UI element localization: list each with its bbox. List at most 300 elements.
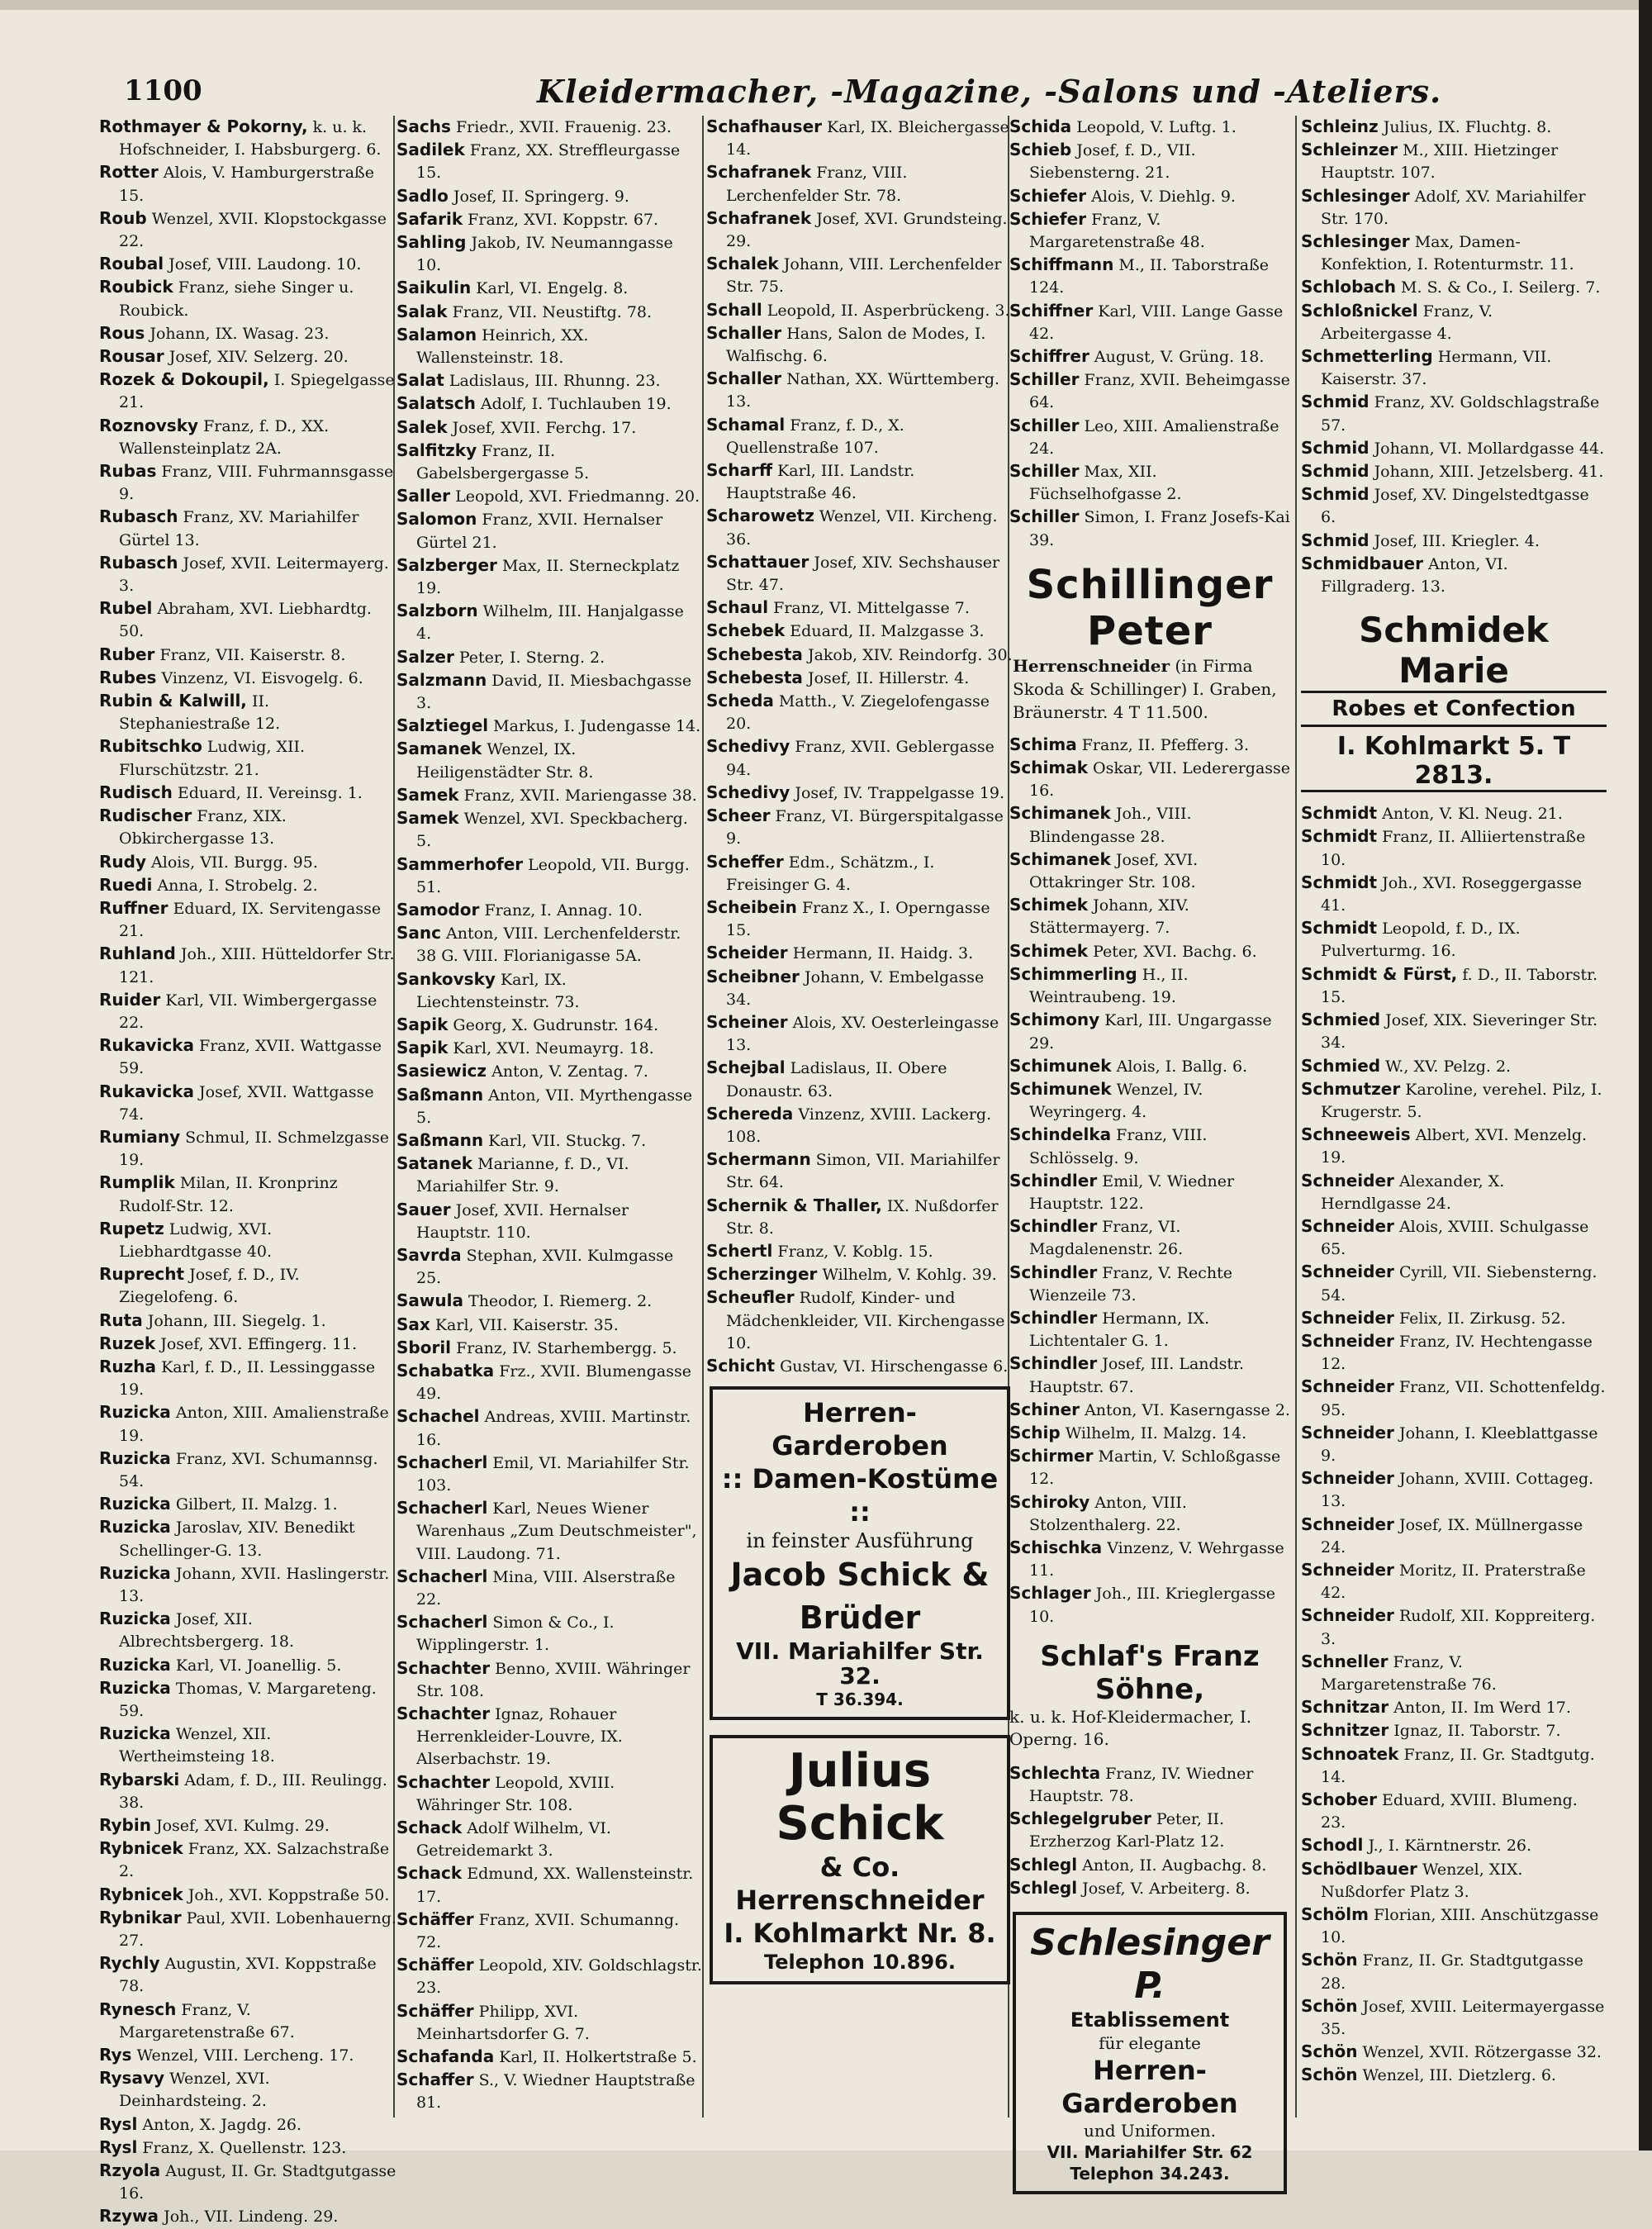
entry-name: Sax: [396, 1314, 430, 1334]
entry-name: Salztiegel: [396, 715, 489, 736]
directory-entry: [706, 1148, 1014, 1194]
entry-name: Saßmann: [396, 1084, 484, 1105]
entry-details: Wenzel, XVI. Deinhardsteing. 2.: [119, 2070, 270, 2111]
entry-name: Schachel: [396, 1406, 480, 1427]
entry-name: Schäffer: [396, 2000, 474, 2021]
entry-details: Ludwig, XVI. Liebhardtgasse 40.: [119, 1219, 273, 1261]
directory-entry: [99, 1837, 396, 1883]
entry-name: Rys: [99, 2045, 132, 2065]
entry-details: Gustav, VI. Hirschengasse 6.: [780, 1357, 1009, 1376]
entry-name: Schmutzer: [1301, 1078, 1401, 1099]
directory-entry: [396, 922, 702, 967]
entry-name: Schedivy: [706, 736, 790, 757]
entry-name: Schneider: [1301, 1262, 1394, 1282]
directory-entry: [396, 1060, 702, 1083]
directory-entry: [396, 784, 702, 807]
directory-entry: [99, 2160, 396, 2205]
entry-details: Franz, XVI. Schumannsg. 54.: [119, 1449, 378, 1490]
entry-name: Salzmann: [396, 669, 487, 690]
directory-entry: [1009, 1537, 1290, 1582]
entry-name: Sawula: [396, 1290, 463, 1311]
entry-details: August, II. Gr. Stadtgutgasse 16.: [119, 2162, 396, 2203]
entry-name: Schafanda: [396, 2046, 495, 2067]
directory-entry: [99, 1654, 396, 1677]
advertisement-schmidek: [1301, 610, 1607, 792]
entry-details: Josef, III. Kriegler. 4.: [1374, 531, 1540, 550]
directory-entry: [99, 552, 396, 597]
entry-name: Schiller: [1009, 369, 1080, 390]
running-title: Kleidermacher, -Magazine, -Salons und -Ateliers.: [537, 73, 1442, 110]
directory-entry: [99, 735, 396, 781]
directory-entry: [99, 460, 396, 506]
directory-entry: [1301, 1124, 1607, 1169]
directory-entry: [706, 896, 1014, 942]
entry-name: Safarik: [396, 208, 463, 229]
entry-name: Rumiany: [99, 1126, 181, 1147]
entry-details: Anton, VI. Fillgraderg. 13.: [1321, 554, 1508, 596]
entry-name: Saikulin: [396, 278, 472, 298]
directory-entry: [1301, 437, 1607, 460]
entry-details: Anton, VIII. Stolzenthalerg. 22.: [1029, 1493, 1187, 1534]
entry-name: Schachter: [396, 1771, 491, 1792]
page-top-edge: [0, 0, 1652, 10]
directory-entry: [1009, 1491, 1290, 1537]
directory-entry: [1301, 2041, 1607, 2064]
entry-details: Josef, XIX. Sieveringer Str. 34.: [1321, 1011, 1598, 1053]
entry-details: Vinzenz, VI. Eisvogelg. 6.: [161, 668, 363, 687]
entry-list: [99, 116, 396, 2229]
directory-entry: [99, 1356, 396, 1401]
entry-details: Franz, IV. Hechtengasse 12.: [1321, 1332, 1593, 1374]
entry-details: Franz, XV. Mariahilfer Gürtel 13.: [119, 508, 359, 549]
entry-name: Rumplik: [99, 1172, 175, 1193]
entry-name: Schafranek: [706, 207, 812, 228]
directory-entry: [1009, 1307, 1290, 1352]
ad-address: VII. Mariahilfer Str. 62: [1047, 2142, 1253, 2162]
entry-details: Franz, V. Margaretenstraße 76.: [1321, 1652, 1497, 1694]
directory-entry: [1301, 872, 1607, 917]
entry-name: Schäffer: [396, 1908, 474, 1929]
entry-details: Franz, X. Quellenstr. 123.: [142, 2138, 347, 2157]
entry-name: Schmetterling: [1301, 346, 1433, 367]
directory-entry: [1009, 415, 1290, 460]
directory-entry: [1301, 345, 1607, 391]
directory-entry: [1009, 1170, 1290, 1215]
entry-details: S., V. Wiedner Hauptstraße 81.: [416, 2071, 695, 2113]
directory-entry: [1301, 1009, 1607, 1054]
entry-name: Rudisch: [99, 782, 173, 802]
directory-entry: [99, 2044, 396, 2067]
entry-name: Schack: [396, 1863, 463, 1884]
entry-details: Wenzel, XIX. Nußdorfer Platz 3.: [1321, 1860, 1523, 1901]
entry-name: Scheufler: [706, 1287, 795, 1308]
directory-entry: [1009, 1854, 1290, 1877]
directory-entry: [99, 1814, 396, 1837]
directory-entry: [706, 253, 1014, 298]
entry-details: Franz, siehe Singer u. Roubick.: [119, 278, 354, 320]
entry-name: Schafranek: [706, 162, 812, 183]
entry-details: Wenzel, XVII. Klopstockgasse 22.: [119, 209, 387, 251]
entry-name: Rozek & Dokoupil,: [99, 369, 269, 390]
directory-entry: [1301, 116, 1607, 139]
entry-name: Schimak: [1009, 758, 1088, 778]
directory-entry: [99, 851, 396, 874]
entry-details: Wenzel, IV. Weyringerg. 4.: [1029, 1080, 1203, 1122]
directory-entry: [396, 416, 702, 440]
entry-name: Samek: [396, 808, 459, 829]
entry-details: Franz, XVII. Geblergasse 94.: [726, 738, 995, 779]
ad-address: VII. Mariahilfer Str. 32.: [736, 1637, 984, 1690]
entry-name: Rubasch: [99, 506, 178, 527]
entry-details: Josef, VIII. Laudong. 10.: [169, 255, 362, 274]
entry-details: Franz, f. D., X. Quellenstraße 107.: [726, 416, 904, 457]
entry-details: Josef, XVIII. Leitermayergasse 35.: [1321, 1997, 1605, 2039]
entry-name: Rybin: [99, 1815, 151, 1836]
directory-entry: [396, 1129, 702, 1153]
directory-entry: [396, 1452, 702, 1497]
directory-entry: [99, 1516, 396, 1561]
entry-details: Karl, IX. Liechtensteinstr. 73.: [416, 970, 580, 1011]
entry-name: Rubas: [99, 461, 157, 482]
directory-entry: [1301, 1903, 1607, 1949]
directory-entry: [99, 897, 396, 943]
directory-entry: [1301, 185, 1607, 231]
entry-name: Ruider: [99, 989, 161, 1010]
entry-name: Schneller: [1301, 1651, 1389, 1671]
directory-entry: [706, 1103, 1014, 1148]
ad-telephone: Telephon 10.896.: [764, 1951, 956, 1975]
entry-list: [1009, 734, 1290, 1628]
entry-details: Franz, VI. Magdalenenstr. 26.: [1029, 1218, 1184, 1259]
entry-details: IX. Nußdorfer Str. 8.: [726, 1196, 999, 1238]
entry-details: Nathan, XX. Württemberg. 13.: [726, 370, 1000, 411]
directory-entry: [396, 1360, 702, 1405]
entry-name: Schmidt: [1301, 803, 1378, 824]
entry-details: Karl, f. D., II. Lessinggasse 19.: [119, 1357, 376, 1400]
ad-address: I. Kohlmarkt 5. T 2813.: [1301, 727, 1607, 792]
entry-name: Samodor: [396, 899, 480, 920]
entry-details: Johann, IX. Wasag. 23.: [150, 324, 330, 343]
entry-details: Adam, f. D., III. Reulingg. 38.: [119, 1770, 387, 1812]
entry-name: Schlegelgruber: [1009, 1808, 1151, 1829]
entry-name: Schölm: [1301, 1904, 1369, 1925]
entry-name: Salomon: [396, 509, 477, 530]
entry-name: Schneider: [1301, 1330, 1394, 1351]
entry-details: Simon & Co., I. Wipplingerstr. 1.: [416, 1614, 615, 1655]
entry-details: Franz, XV. Goldschlagstraße 57.: [1321, 393, 1600, 435]
entry-name: Schejbal: [706, 1057, 786, 1078]
entry-list: [1301, 116, 1607, 598]
page-right-edge: [1639, 0, 1652, 2151]
entry-name: Ruffner: [99, 897, 169, 918]
entry-details: H., II. Weintraubeng. 19.: [1029, 965, 1189, 1007]
directory-entry: [99, 1608, 396, 1653]
entry-details: Wenzel, XVI. Speckbacherg. 5.: [416, 810, 688, 851]
directory-entry: [706, 644, 1014, 667]
entry-name: Scheibner: [706, 966, 800, 986]
directory-entry: [706, 1240, 1014, 1263]
ad-headline: :: Damen-Kostüme ::: [721, 1463, 999, 1528]
directory-entry: [396, 116, 702, 139]
entry-details: Franz, XIX. Obkirchergasse 13.: [119, 807, 287, 848]
entry-name: Schimek: [1009, 895, 1089, 915]
directory-entry: [1009, 1078, 1290, 1124]
directory-entry: [706, 1011, 1014, 1057]
entry-details: Felix, II. Zirkusg. 52.: [1398, 1309, 1566, 1328]
entry-details: Markus, I. Judengasse 14.: [493, 717, 701, 736]
directory-entry: [396, 1405, 702, 1451]
directory-entry: [1301, 1307, 1607, 1330]
entry-name: Schattauer: [706, 551, 809, 572]
entry-details: Franz, XVII. Schumanng. 72.: [416, 1910, 680, 1952]
directory-entry: [1009, 345, 1290, 368]
directory-entry: [99, 1884, 396, 1907]
page-header: [124, 71, 1594, 117]
entry-name: Schimunek: [1009, 1078, 1112, 1099]
directory-entry: [396, 669, 702, 715]
entry-details: Rudolf, XII. Koppreiterg. 3.: [1321, 1607, 1596, 1648]
entry-name: Ruzicka: [99, 1723, 171, 1744]
directory-entry: [99, 1447, 396, 1493]
entry-details: Josef, XV. Dingelstedtgasse 6.: [1321, 486, 1589, 527]
entry-details: Andreas, XVIII. Martinstr. 16.: [416, 1408, 691, 1449]
directory-entry: [99, 276, 396, 321]
entry-details: Albert, XVI. Menzelg. 19.: [1321, 1126, 1588, 1167]
entry-list: [1009, 116, 1290, 552]
directory-entry: [1301, 231, 1607, 276]
entry-details: Franz, V. Koblg. 15.: [777, 1242, 933, 1261]
entry-details: Josef, V. Arbeiterg. 8.: [1082, 1879, 1251, 1898]
entry-name: Rubes: [99, 667, 157, 687]
entry-name: Schneider: [1301, 1559, 1394, 1580]
entry-name: Schleinzer: [1301, 140, 1398, 160]
directory-entry: [1009, 300, 1290, 345]
entry-name: Scheda: [706, 691, 774, 711]
entry-details: Anton, V. Kl. Neug. 21.: [1382, 805, 1563, 824]
entry-name: Schnitzer: [1301, 1720, 1389, 1741]
entry-details: Vinzenz, V. Wehrgasse 11.: [1029, 1538, 1284, 1580]
entry-details: Cyrill, VII. Siebensterng. 54.: [1321, 1263, 1597, 1305]
column-5: [1301, 116, 1607, 2117]
entry-details: Julius, IX. Fluchtg. 8.: [1383, 118, 1552, 136]
entry-name: Ruta: [99, 1309, 143, 1330]
entry-list: [1301, 802, 1607, 2087]
directory-entry: [396, 715, 702, 738]
entry-details: Anton, XIII. Amalienstraße 19.: [119, 1404, 389, 1445]
entry-details: Martin, V. Schloßgasse 12.: [1029, 1447, 1281, 1489]
entry-name: Salatsch: [396, 393, 476, 414]
directory-entry: [396, 968, 702, 1014]
entry-details: Karl, VI. Engelg. 8.: [476, 279, 629, 298]
entry-name: Scherzinger: [706, 1264, 818, 1285]
entry-name: Ruzicka: [99, 1447, 171, 1468]
entry-name: Schacherl: [396, 1498, 488, 1518]
entry-details: Eduard, XVIII. Blumeng. 23.: [1321, 1791, 1578, 1832]
entry-details: Marianne, f. D., VI. Mariahilfer Str. 9.: [416, 1155, 629, 1196]
entry-name: Rychly: [99, 1953, 160, 1974]
directory-entry: [99, 2067, 396, 2113]
directory-entry: [1301, 963, 1607, 1009]
entry-name: Rubin & Kalwill,: [99, 691, 247, 711]
directory-entry: [1009, 1762, 1290, 1808]
directory-entry: [1301, 1376, 1607, 1421]
entry-details: Simon, VII. Mariahilfer Str. 64.: [726, 1151, 1000, 1192]
directory-entry: [1009, 254, 1290, 299]
entry-name: Schiner: [1009, 1399, 1080, 1419]
directory-entry: [99, 207, 396, 253]
entry-details: Rudolf, Kinder- und Mädchenkleider, VII. Kirchengasse 10.: [726, 1289, 1005, 1352]
directory-entry: [99, 116, 396, 161]
entry-details: Franz, XVII. Wattgasse 59.: [119, 1037, 382, 1078]
directory-entry: [396, 440, 702, 485]
entry-details: Leopold, XVIII. Währinger Str. 108.: [416, 1773, 615, 1814]
entry-name: Schiller: [1009, 506, 1080, 527]
entry-details: Anton, V. Zentag. 7.: [491, 1062, 648, 1081]
entry-details: Johann, XIV. Stättermayerg. 7.: [1029, 896, 1189, 938]
directory-entry: [706, 299, 1014, 322]
entry-name: Ruzicka: [99, 1494, 171, 1514]
entry-details: Franz, XVII. Beheimgasse 64.: [1029, 371, 1290, 412]
directory-entry: [396, 508, 702, 554]
entry-details: Wenzel, XII. Wertheimsteing 18.: [119, 1725, 275, 1766]
entry-name: Rybnikar: [99, 1907, 182, 1927]
directory-entry: [706, 667, 1014, 690]
entry-name: Schmid: [1301, 461, 1370, 482]
directory-entry: [706, 207, 1014, 253]
entry-name: Schachter: [396, 1657, 491, 1678]
entry-details: Hermann, VII. Kaiserstr. 37.: [1321, 348, 1552, 389]
entry-details: Abraham, XVI. Liebhardtg. 50.: [119, 600, 372, 641]
entry-name: Schebesta: [706, 667, 803, 687]
entry-details: Jakob, XIV. Reindorfg. 30.: [807, 645, 1013, 664]
entry-name: Ruprecht: [99, 1264, 185, 1285]
entry-name: Schödlbauer: [1301, 1858, 1417, 1879]
entry-name: Schmidt: [1301, 826, 1378, 847]
entry-details: Ignaz, II. Taborstr. 7.: [1393, 1722, 1561, 1741]
entry-name: Roznovsky: [99, 415, 199, 435]
directory-entry: [1009, 1055, 1290, 1078]
directory-entry: [1301, 802, 1607, 825]
entry-name: Salek: [396, 416, 448, 437]
entry-name: Schneider: [1301, 1605, 1394, 1626]
entry-details: Alexander, X. Herndlgasse 24.: [1321, 1172, 1505, 1213]
entry-name: Schermann: [706, 1149, 811, 1170]
directory-entry: [1301, 1330, 1607, 1376]
entry-name: Rynesch: [99, 1998, 177, 2019]
entry-name: Schimmerling: [1009, 963, 1137, 984]
entry-name: Schebesta: [706, 644, 803, 664]
entry-name: Schodl: [1301, 1835, 1364, 1856]
directory-entry: [396, 231, 702, 277]
directory-entry: [99, 1493, 396, 1516]
column-rule: [1295, 116, 1297, 2117]
directory-entry: [1009, 1808, 1290, 1853]
entry-details: Wenzel, VII. Kircheng. 36.: [726, 507, 998, 549]
directory-entry: [1301, 1422, 1607, 1467]
entry-details: Alois, V. Hamburgerstraße 15.: [119, 164, 374, 205]
directory-entry: [99, 1562, 396, 1608]
directory-entry: [99, 161, 396, 207]
entry-details: Schmul, II. Schmelzgasse 19.: [119, 1128, 390, 1170]
directory-entry: [396, 554, 702, 600]
directory-entry: [1009, 139, 1290, 184]
entry-name: Rysl: [99, 2113, 138, 2134]
entry-details: Franz, IV. Starhembergg. 5.: [456, 1338, 677, 1357]
entry-name: Schiroky: [1009, 1491, 1090, 1512]
entry-details: Josef, XVII. Hernalser Hauptstr. 110.: [416, 1200, 629, 1242]
directory-entry: [706, 1195, 1014, 1240]
entry-name: Rysavy: [99, 2068, 165, 2089]
directory-entry: [99, 1952, 396, 1998]
entry-details: Franz, XVI. Koppstr. 67.: [468, 210, 659, 229]
entry-details: Stephan, XVII. Kulmgasse 25.: [416, 1246, 674, 1288]
directory-entry: [99, 1333, 396, 1356]
entry-name: Schicht: [706, 1355, 776, 1376]
directory-entry: [396, 2069, 702, 2114]
entry-details: Johann, XVII. Haslingerstr. 13.: [119, 1564, 390, 1605]
entry-name: Sankovsky: [396, 968, 496, 989]
entry-name: Schischka: [1009, 1537, 1103, 1557]
entry-details: Karoline, verehel. Pilz, I. Krugerstr. 5.: [1321, 1080, 1602, 1121]
directory-entry: [396, 1954, 702, 1999]
entry-name: Sahling: [396, 232, 467, 253]
directory-entry: [1009, 1124, 1290, 1169]
directory-entry: [396, 807, 702, 853]
entry-name: Rzyola: [99, 2160, 161, 2181]
entry-details: Florian, XIII. Anschützgasse 10.: [1321, 1906, 1599, 1947]
entry-name: Ruhland: [99, 943, 176, 964]
entry-name: Ruzicka: [99, 1517, 171, 1537]
entry-details: Hans, Salon de Modes, I. Walfischg. 6.: [726, 324, 986, 366]
directory-entry: [396, 277, 702, 300]
directory-entry: [706, 505, 1014, 550]
directory-entry: [1301, 300, 1607, 345]
entry-name: Savrda: [396, 1244, 462, 1265]
entry-details: Karl, Neues Wiener Warenhaus „Zum Deutschmeister", VIII. Laudong. 71.: [416, 1499, 697, 1563]
directory-entry: [1009, 1215, 1290, 1261]
entry-details: Ladislaus, III. Rhunng. 23.: [449, 372, 661, 391]
entry-name: Schlegl: [1009, 1877, 1078, 1898]
entry-name: Rybarski: [99, 1769, 180, 1789]
entry-details: II. Stephaniestraße 12.: [119, 692, 281, 734]
entry-details: Eduard, II. Malzgasse 3.: [790, 622, 985, 641]
directory-entry: [706, 690, 1014, 735]
entry-name: Schnitzar: [1301, 1697, 1389, 1718]
directory-entry: [396, 1908, 702, 1954]
entry-details: Joh., VII. Lindeng. 29.: [164, 2208, 339, 2227]
directory-entry: [1301, 1467, 1607, 1513]
entry-details: Augustin, XVI. Koppstraße 78.: [119, 1955, 377, 1996]
entry-details: Josef, IV. Trappelgasse 19.: [795, 783, 1005, 802]
directory-entry: [99, 368, 396, 414]
entry-details: Oskar, VII. Lederergasse 16.: [1029, 759, 1291, 801]
entry-name: Schamal: [706, 414, 786, 435]
entry-details: Anna, I. Strobelg. 2.: [157, 876, 318, 895]
entry-name: Schiffner: [1009, 300, 1094, 321]
directory-entry: [1301, 139, 1607, 184]
entry-details: Wenzel, XVII. Rötzergasse 32.: [1362, 2043, 1602, 2062]
entry-details: Josef, f. D., VII. Siebensterng. 21.: [1029, 141, 1196, 183]
entry-details: M., II. Taborstraße 124.: [1029, 256, 1270, 297]
ad-company-name: Julius Schick: [776, 1744, 944, 1851]
directory-entry: [99, 1998, 396, 2044]
directory-entry: [706, 1263, 1014, 1286]
directory-entry: [706, 368, 1014, 413]
advertisement-schillinger: [1013, 562, 1287, 724]
directory-entry: [396, 738, 702, 783]
entry-name: Ruber: [99, 644, 155, 664]
directory-entry: [1009, 1352, 1290, 1398]
